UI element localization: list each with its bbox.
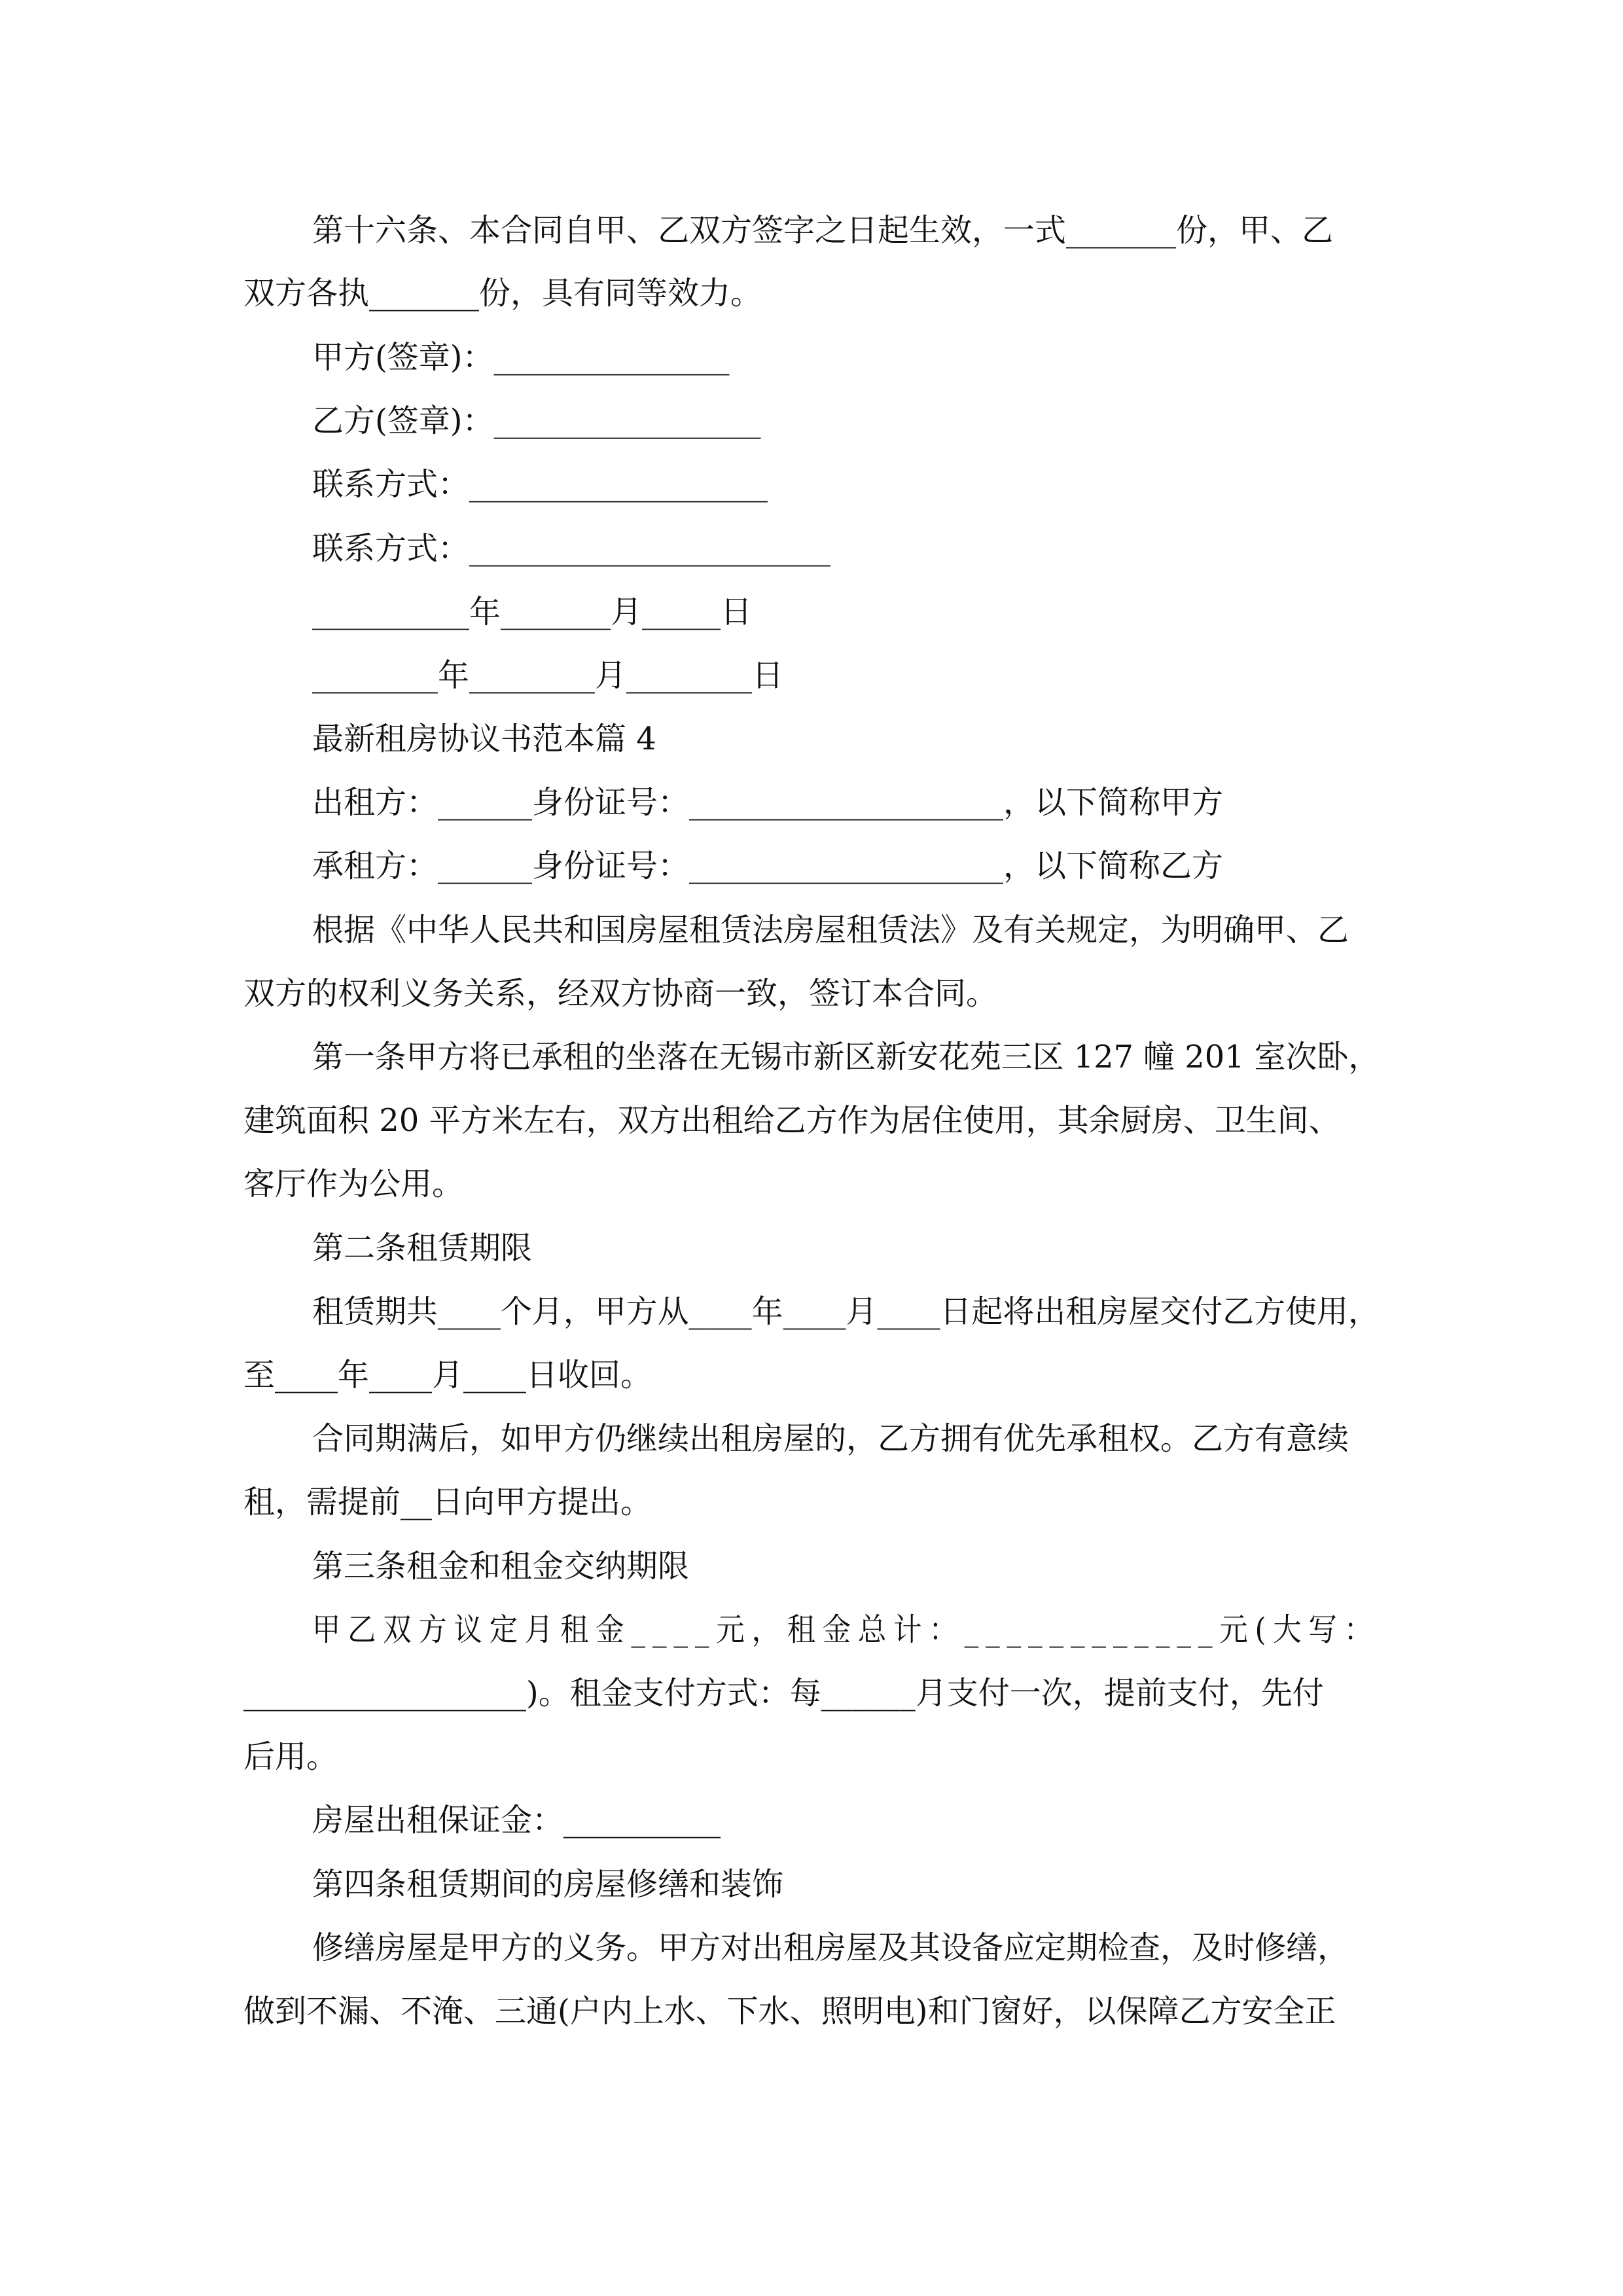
party-a-signature: 甲方(签章)：_______________ bbox=[312, 339, 730, 376]
clause-16-line-1: 第十六条、本合同自甲、乙双方签字之日起生效，一式_______份，甲、乙 bbox=[312, 212, 1334, 249]
article-1-line-2: 建筑面积 20 平方米左右，双方出租给乙方作为居住使用，其余厨房、卫生间、 bbox=[243, 1102, 1340, 1139]
article-1-line-3: 客厅作为公用。 bbox=[243, 1166, 464, 1202]
rent-line-3: 后用。 bbox=[243, 1738, 338, 1775]
date-line-1: __________年_______月_____日 bbox=[312, 594, 753, 630]
article-1-line-1: 第一条甲方将已承租的坐落在无锡市新区新安花苑三区 127 幢 201 室次卧， bbox=[312, 1039, 1380, 1075]
lessee-line: 承租方：______身份证号：____________________，以下简称乙方 bbox=[312, 848, 1224, 884]
section-title: 最新租房协议书范本篇 4 bbox=[312, 721, 656, 757]
rent-line-1: 甲乙双方议定月租金____元，租金总计：____________元(大写： bbox=[312, 1611, 1380, 1648]
article-2-heading: 第二条租赁期限 bbox=[312, 1230, 533, 1266]
preamble-line-2: 双方的权利义务关系，经双方协商一致，签订本合同。 bbox=[243, 975, 998, 1012]
contact-line-1: 联系方式：___________________ bbox=[312, 466, 768, 503]
lease-term-line-1: 租赁期共____个月，甲方从____年____月____日起将出租房屋交付乙方使用， bbox=[312, 1293, 1380, 1330]
clause-16-line-2: 双方各执_______份，具有同等效力。 bbox=[243, 275, 762, 312]
preamble-line-1: 根据《中华人民共和国房屋租赁法房屋租赁法》及有关规定，为明确甲、乙 bbox=[312, 912, 1349, 948]
deposit-line: 房屋出租保证金：__________ bbox=[312, 1802, 721, 1839]
renewal-line-1: 合同期满后，如甲方仍继续出租房屋的，乙方拥有优先承租权。乙方有意续 bbox=[312, 1420, 1349, 1457]
party-b-signature: 乙方(签章)：_________________ bbox=[312, 403, 761, 439]
date-line-2: ________年________月________日 bbox=[312, 657, 784, 694]
repair-line-2: 做到不漏、不淹、三通(户内上水、下水、照明电)和门窗好，以保障乙方安全正 bbox=[243, 1993, 1336, 2030]
rent-line-2: __________________)。租金支付方式：每______月支付一次，提前支付，先付 bbox=[243, 1675, 1324, 1712]
lease-term-line-2: 至____年____月____日收回。 bbox=[243, 1357, 652, 1393]
article-3-heading: 第三条租金和租金交纳期限 bbox=[312, 1548, 690, 1585]
lessor-line: 出租方：______身份证号：____________________，以下简称甲方 bbox=[312, 784, 1224, 821]
repair-line-1: 修缮房屋是甲方的义务。甲方对出租房屋及其设备应定期检查，及时修缮， bbox=[312, 1929, 1349, 1966]
contact-line-2: 联系方式：_______________________ bbox=[312, 530, 831, 567]
article-4-heading: 第四条租赁期间的房屋修缮和装饰 bbox=[312, 1866, 784, 1903]
renewal-line-2: 租，需提前__日向甲方提出。 bbox=[243, 1484, 652, 1520]
